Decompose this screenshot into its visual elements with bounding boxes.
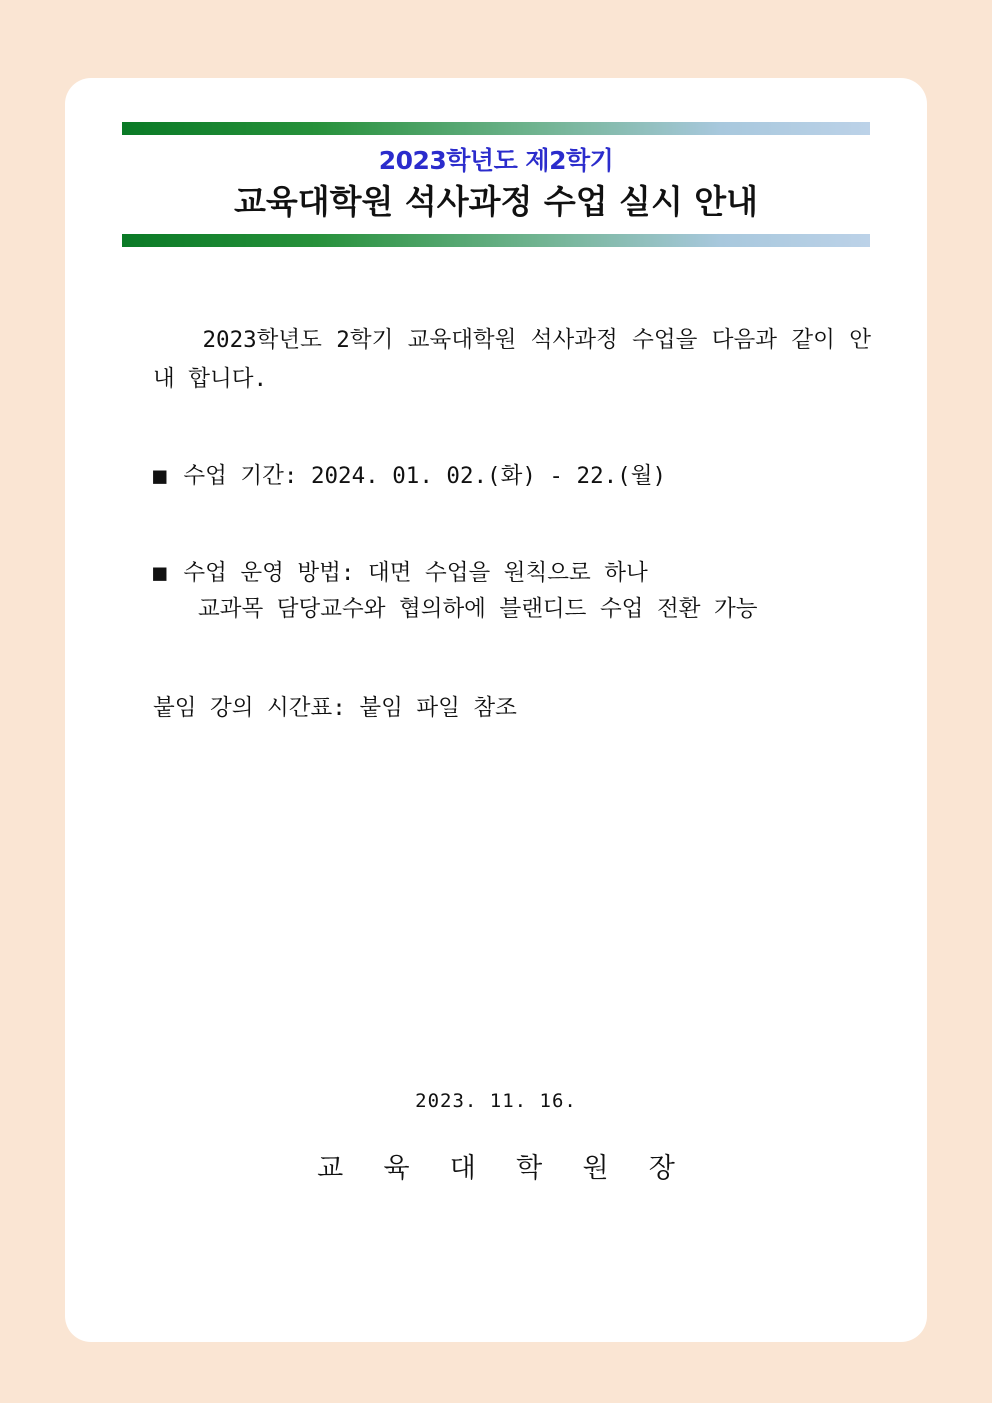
document-subtitle: 2023학년도 제2학기 (378, 146, 614, 175)
intro-text: 2023학년도 2학기 교육대학원 석사과정 수업을 다음과 같이 안내 합니다. (153, 327, 871, 392)
intro-paragraph (93, 321, 899, 398)
issue-date: 2023. 11. 16. (415, 1090, 577, 1112)
document-header (122, 122, 870, 247)
document-footer (65, 1090, 927, 1185)
title-block (122, 139, 870, 229)
document-title: 교육대학원 석사과정 수업 실시 안내 (233, 182, 759, 222)
list-item-method (93, 555, 899, 628)
header-gradient-bar-bottom (122, 234, 870, 247)
square-bullet-icon: ■ (153, 463, 167, 490)
document-sheet (65, 78, 927, 1342)
signer-title: 교 육 대 학 원 장 (317, 1153, 687, 1184)
header-gradient-bar-top (122, 122, 870, 135)
list-item-period-label: 수업 기간: 2024. 01. 02.(화) - 22.(월) (183, 463, 666, 490)
list-item-period (93, 458, 899, 494)
square-bullet-icon: ■ (153, 559, 167, 586)
attachment-note: 붙임 강의 시간표: 붙임 파일 참조 (153, 694, 517, 721)
list-item-method-label: 수업 운영 방법: 대면 수업을 원칙으로 하나 (183, 559, 648, 586)
list-item-method-sub: 교과목 담당교수와 협의하에 블랜디드 수업 전환 가능 (198, 596, 758, 623)
document-body (93, 321, 899, 726)
